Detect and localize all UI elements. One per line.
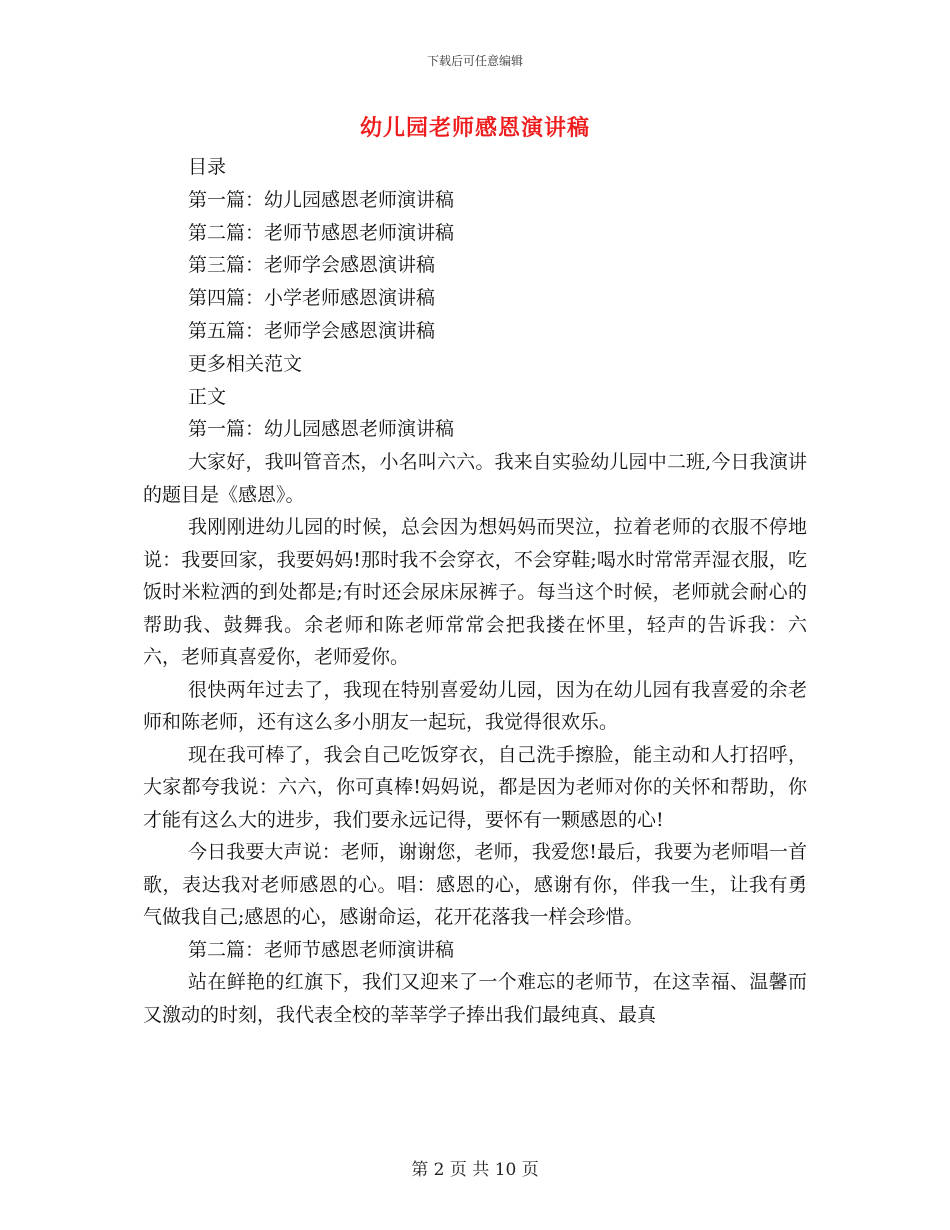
header-note: 下载后可任意编辑 (426, 54, 523, 68)
section-heading: 第二篇：老师节感恩老师演讲稿 (188, 938, 455, 961)
paragraph: 站在鲜艳的红旗下，我们又迎来了一个难忘的老师节，在这幸福、温馨而又激动的时刻，我代表全校的莘莘学子捧出我们最纯真、最真 (143, 971, 807, 1026)
toc-item: 第二篇：老师节感恩老师演讲稿 (188, 221, 455, 244)
paragraph: 现在我可棒了，我会自己吃饭穿衣，自己洗手擦脸，能主动和人打招呼，大家都夸我说：六六，你可真棒!妈妈说，都是因为老师对你的关怀和帮助，你才能有这么大的进步，我们要永远记得，要怀有一颗感恩的心! (143, 743, 807, 831)
toc-item: 第三篇：老师学会感恩演讲稿 (188, 254, 436, 277)
document-title: 幼儿园老师感恩演讲稿 (359, 116, 590, 141)
document-body (143, 446, 807, 1031)
toc-heading: 目录 (188, 156, 227, 178)
paragraph: 很快两年过去了，我现在特别喜爱幼儿园，因为在幼儿园有我喜爱的余老师和陈老师，还有这么多小朋友一起玩，我觉得很欢乐。 (143, 678, 807, 733)
toc-item: 第五篇：老师学会感恩演讲稿 (188, 319, 436, 342)
toc-item: 更多相关范文 (188, 352, 303, 375)
paragraph: 今日我要大声说：老师，谢谢您，老师，我爱您!最后，我要为老师唱一首歌，表达我对老师感恩的心。唱：感恩的心，感谢有你，伴我一生，让我有勇气做我自己;感恩的心，感谢命运，花开花落我一样会珍惜。 (143, 841, 807, 928)
toc-item: 第一篇：幼儿园感恩老师演讲稿 (188, 188, 455, 211)
section-heading: 第一篇：幼儿园感恩老师演讲稿 (188, 418, 455, 441)
toc-item: 第四篇：小学老师感恩演讲稿 (188, 287, 436, 310)
paragraph: 我刚刚进幼儿园的时候，总会因为想妈妈而哭泣，拉着老师的衣服不停地说：我要回家，我要妈妈!那时我不会穿衣，不会穿鞋;喝水时常常弄湿衣服，吃饭时米粒洒的到处都是;有时还会尿床尿裤子。每当这个时候，老师就会耐心的帮助我、鼓舞我。余老师和陈老师常常会把我搂在怀里，轻声的告诉我：六六，老师真喜爱你，老师爱你。 (143, 516, 807, 668)
page-number: 第 2 页 共 10 页 (411, 1160, 539, 1180)
paragraph: 大家好，我叫管音杰，小名叫六六。我来自实验幼儿园中二班,今日我演讲的题目是《感恩》。 (143, 451, 807, 506)
main-text-heading: 正文 (188, 385, 227, 408)
table-of-contents (188, 151, 828, 446)
